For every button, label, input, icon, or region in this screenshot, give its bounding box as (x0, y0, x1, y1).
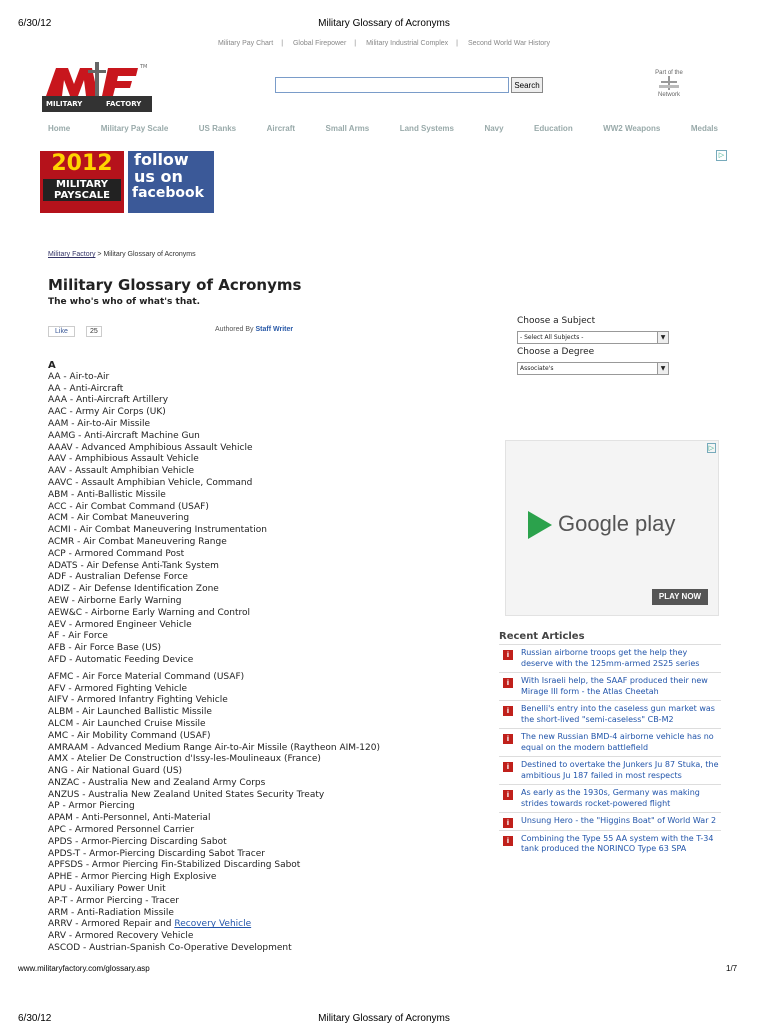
article-icon: i (503, 836, 513, 846)
glossary-entry: AAV - Assault Amphibian Vehicle (48, 466, 195, 477)
glossary-entry: AMRAAM - Advanced Medium Range Air-to-Air Missile (Raytheon AIM-120) (48, 742, 380, 753)
footer-page: 1/7 (726, 964, 738, 973)
payscale-year: 2012 (51, 151, 113, 176)
glossary-entry: APAM - Anti-Personnel, Anti-Material (48, 813, 211, 824)
glossary-entry: AA - Air-to-Air (48, 371, 110, 382)
search-button[interactable]: Search (511, 77, 543, 93)
glossary-entry: AP - Armor Piercing (48, 801, 135, 812)
subject-selected: - Select All Subjects - (520, 334, 584, 341)
glossary-entry: AMC - Air Mobility Command (USAF) (48, 730, 211, 741)
article-icon: i (503, 734, 513, 744)
glossary-entry: APU - Auxiliary Power Unit (48, 884, 166, 895)
print-title: Military Glossary of Acronyms (318, 18, 450, 29)
ad-brand: Google play (558, 511, 676, 536)
nav-aircraft[interactable]: Aircraft (266, 124, 296, 133)
glossary-entry: APHE - Armor Piercing High Explosive (48, 872, 217, 883)
glossary-entry: AMX - Atelier De Construction d'Issy-les-Moulineaux (France) (48, 754, 321, 765)
glossary-entry: ALBM - Air Launched Ballistic Missile (48, 707, 212, 718)
glossary-entry: AAAV - Advanced Amphibious Assault Vehicle (48, 442, 253, 453)
fb-line2: us on (134, 167, 183, 186)
print-date: 6/30/12 (18, 18, 52, 29)
author-prefix: Authored By (215, 326, 254, 333)
facebook-banner[interactable] (128, 151, 214, 213)
network-line2: Network (657, 92, 680, 98)
recent-article-link[interactable] (499, 812, 721, 830)
top-links: Military Pay Chart | Global Firepower | Military Industrial Complex | Second World War History (217, 40, 551, 47)
glossary-entry: AFV - Armored Fighting Vehicle (48, 683, 187, 694)
glossary-entry: AF - Air Force (48, 631, 108, 642)
recent-article-link[interactable] (499, 728, 721, 756)
author-line (215, 326, 293, 333)
glossary-entry: ALCM - Air Launched Cruise Missile (48, 718, 206, 729)
glossary-letter: A (48, 360, 56, 371)
recent-article-text: The new Russian BMD-4 airborne vehicle has no equal on the modern battlefield (521, 732, 714, 752)
recent-article-text: Destined to overtake the Junkers Ju 87 Stuka, the ambitious Ju 187 failed in most respects (521, 760, 719, 780)
breadcrumb-current: Military Glossary of Acronyms (103, 251, 196, 258)
nav-us-ranks[interactable]: US Ranks (198, 124, 237, 133)
glossary-entry: ARV - Armored Recovery Vehicle (48, 931, 194, 942)
adchoices-icon[interactable]: ▷ (708, 444, 714, 452)
glossary-entry: ASCOD - Austrian-Spanish Co-Operative Development (48, 943, 292, 954)
glossary-entry: AAC - Army Air Corps (UK) (48, 407, 166, 418)
glossary-entry: AAM - Air-to-Air Missile (48, 418, 150, 429)
article-icon: i (503, 678, 513, 688)
subject-label: Choose a Subject (517, 316, 596, 326)
chevron-down-icon: ▼ (657, 332, 668, 343)
nav-home[interactable]: Home (48, 124, 71, 133)
play-store-icon (528, 511, 552, 539)
page-title: Military Glossary of Acronyms (48, 276, 302, 294)
glossary-entry: AA - Anti-Aircraft (48, 383, 124, 394)
subject-select[interactable] (517, 331, 669, 344)
article-icon: i (503, 650, 513, 660)
payscale-line1: MILITARY (43, 179, 121, 190)
glossary-entry: ADF - Australian Defense Force (48, 572, 188, 583)
glossary-entry: AFMC - Air Force Material Command (USAF) (48, 671, 245, 682)
google-play-ad[interactable] (505, 440, 719, 616)
nav-pay-scale[interactable]: Military Pay Scale (100, 124, 169, 133)
search-input[interactable] (275, 77, 509, 93)
glossary-entry: ARRV - Armored Repair and Recovery Vehicle (48, 919, 252, 930)
glossary-entry: AIFV - Armored Infantry Fighting Vehicle (48, 695, 228, 706)
like-count: 25 (86, 326, 102, 337)
top-link-global-firepower[interactable]: Global Firepower (292, 40, 347, 47)
recent-article-text: With Israeli help, the SAAF produced their new Mirage III form - the Atlas Cheetah (521, 676, 708, 696)
recent-articles-list (499, 644, 721, 858)
breadcrumb-home-link[interactable]: Military Factory (48, 251, 96, 258)
glossary-entry: AEW - Airborne Early Warning (48, 595, 182, 606)
glossary-entry: ADIZ - Air Defense Identification Zone (48, 584, 219, 595)
glossary-entry: APDS-T - Armor-Piercing Discarding Sabot Tracer (48, 848, 265, 859)
top-link-ww2-history[interactable]: Second World War History (467, 40, 551, 47)
footer-url: www.militaryfactory.com/glossary.asp (18, 964, 150, 973)
glossary-entry: ANZAC - Australia New and Zealand Army Corps (48, 777, 266, 788)
print-title-2: Military Glossary of Acronyms (318, 1013, 450, 1024)
recent-article-text: Benelli's entry into the caseless gun market was the short-lived "semi-caseless" CB-M2 (521, 704, 715, 724)
logo-sub-factory: FACTORY (106, 100, 142, 108)
nav-land-systems[interactable]: Land Systems (399, 124, 454, 133)
logo-tm: TM (140, 64, 148, 70)
recent-article-link[interactable] (499, 756, 721, 784)
glossary-entry: ANG - Air National Guard (US) (48, 766, 183, 777)
glossary-entry: AP-T - Armor Piercing - Tracer (48, 895, 179, 906)
glossary-entry: ANZUS - Australia New Zealand United States Security Treaty (48, 789, 325, 800)
glossary-entry: AEW&C - Airborne Early Warning and Control (48, 607, 251, 618)
payscale-line2: PAYSCALE (43, 190, 121, 201)
article-icon: i (503, 706, 513, 716)
degree-label: Choose a Degree (517, 347, 595, 357)
network-badge[interactable] (645, 70, 693, 98)
glossary-entry: AAV - Amphibious Assault Vehicle (48, 454, 199, 465)
glossary-entry: ACP - Armored Command Post (48, 548, 185, 559)
site-logo[interactable] (42, 60, 152, 114)
main-nav (48, 124, 718, 133)
glossary-entry: APDS - Armor-Piercing Discarding Sabot (48, 836, 227, 847)
top-link-pay-chart[interactable]: Military Pay Chart (217, 40, 274, 47)
author-name-link[interactable]: Staff Writer (255, 326, 294, 333)
glossary-entry: AAVC - Assault Amphibian Vehicle, Command (48, 477, 253, 488)
adchoices-icon[interactable]: ▷ (716, 150, 727, 161)
article-icon: i (503, 790, 513, 800)
print-date-2: 6/30/12 (18, 1013, 52, 1024)
page-subtitle: The who's who of what's that. (48, 297, 201, 307)
breadcrumb-sep: > (95, 251, 104, 258)
recent-article-text: As early as the 1930s, Germany was making strides towards rocket-powered flight (521, 788, 700, 808)
glossary-entry: APC - Armored Personnel Carrier (48, 825, 195, 836)
article-icon: i (503, 818, 513, 828)
glossary-entry: ACM - Air Combat Maneuvering (48, 513, 190, 524)
nav-navy[interactable]: Navy (484, 124, 504, 133)
nav-ww2-weapons[interactable]: WW2 Weapons (603, 124, 661, 133)
play-now-button[interactable]: PLAY NOW (652, 589, 708, 605)
recent-article-link[interactable] (499, 700, 721, 728)
recent-article-text: Unsung Hero - the "Higgins Boat" of World War 2 (521, 816, 717, 825)
degree-selected: Associate's (520, 365, 554, 372)
glossary-entry: AAMG - Anti-Aircraft Machine Gun (48, 430, 200, 441)
recent-article-link[interactable] (499, 644, 721, 672)
glossary-entry: ARM - Anti-Radiation Missile (48, 907, 174, 918)
glossary-entry: ABM - Anti-Ballistic Missile (48, 489, 166, 500)
nav-education[interactable]: Education (534, 124, 573, 133)
network-emblem-icon (657, 76, 681, 90)
fb-line3: facebook (132, 185, 204, 201)
recent-article-text: Russian airborne troops get the help they deserve with the 125mm-armed 2S25 series (521, 648, 700, 668)
glossary-entry: AEV - Armored Engineer Vehicle (48, 619, 192, 630)
network-line1: Part of the (655, 70, 683, 76)
glossary-entry: AAA - Anti-Aircraft Artillery (48, 395, 169, 406)
glossary-entry: ADATS - Air Defense Anti-Tank System (48, 560, 219, 571)
payscale-banner[interactable] (40, 151, 124, 213)
recent-article-link[interactable] (499, 784, 721, 812)
fb-line1: follow (134, 150, 189, 169)
breadcrumb (48, 251, 196, 258)
glossary-entry: AFD - Automatic Feeding Device (48, 654, 194, 665)
recent-article-link[interactable] (499, 672, 721, 700)
glossary-entry: ACMR - Air Combat Maneuvering Range (48, 536, 227, 547)
glossary-entry: ACC - Air Combat Command (USAF) (48, 501, 209, 512)
recent-article-link[interactable] (499, 830, 721, 858)
nav-medals[interactable]: Medals (690, 124, 718, 133)
glossary-entry: APFSDS - Armor Piercing Fin-Stabilized Discarding Sabot (48, 860, 301, 871)
chevron-down-icon: ▼ (657, 363, 668, 374)
top-link-industrial-complex[interactable]: Military Industrial Complex (366, 40, 449, 47)
article-icon: i (503, 762, 513, 772)
recovery-vehicle-link[interactable]: Recovery Vehicle (174, 919, 252, 930)
logo-sub-military: MILITARY (46, 100, 83, 108)
degree-select[interactable] (517, 362, 669, 375)
glossary-entry: AFB - Air Force Base (US) (48, 643, 162, 654)
nav-small-arms[interactable]: Small Arms (325, 124, 370, 133)
recent-article-text: Combining the Type 55 AA system with the T-34 tank produced the NORINCO Type 63 SPA (521, 833, 714, 853)
recent-articles-title: Recent Articles (499, 631, 585, 642)
like-button[interactable]: Like (48, 326, 75, 337)
glossary-list (48, 360, 380, 955)
glossary-entry: ACMI - Air Combat Maneuvering Instrumentation (48, 525, 267, 536)
